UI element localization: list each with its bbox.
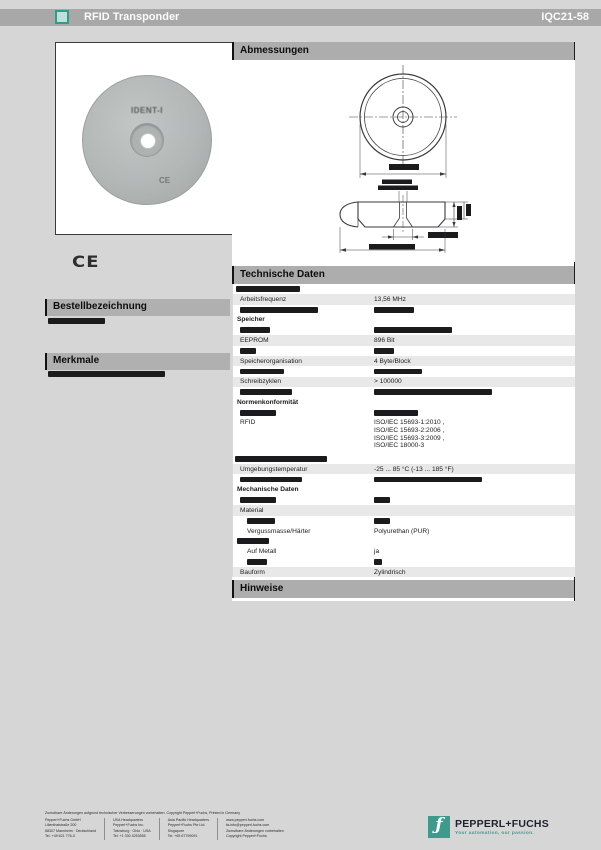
redaction-bar bbox=[247, 518, 275, 524]
tech-data-row bbox=[233, 335, 575, 345]
redaction-bar bbox=[240, 307, 318, 313]
dimension-drawing-svg bbox=[232, 60, 575, 262]
tech-data-row bbox=[233, 505, 575, 515]
disc-ce-text: CE bbox=[159, 176, 171, 185]
tech-value: 13,56 MHz bbox=[374, 295, 406, 303]
tech-label: Auf Metall bbox=[247, 548, 277, 556]
footer-contact-columns bbox=[45, 818, 417, 840]
tech-label: EEPROM bbox=[240, 337, 269, 345]
footer-note: Zumutbare Änderungen aufgrund technischer Verbesserungen vorbehalten. Copyright Pepperl+Fuchs, Printed in Germany bbox=[45, 811, 241, 815]
redaction-bar bbox=[247, 559, 267, 565]
brand-square-icon bbox=[55, 10, 69, 24]
tech-value: 4 Byte/Block bbox=[374, 357, 411, 365]
section-hinweise-label: Hinweise bbox=[240, 583, 284, 595]
redaction-bar bbox=[240, 389, 292, 395]
tech-redacted-row bbox=[233, 495, 575, 505]
tech-section-row bbox=[233, 315, 575, 325]
tech-value: ISO/IEC 15693-1:2010 , ISO/IEC 15693-2:2006 , ISO/IEC 15693-3:2009 , ISO/IEC 18000-3 bbox=[374, 419, 445, 450]
tech-redacted-row bbox=[233, 305, 575, 315]
redacted-order-code bbox=[48, 318, 105, 324]
product-code: IQC21-58 bbox=[541, 11, 589, 23]
manufacturer-logo bbox=[428, 815, 578, 841]
tech-redacted-row bbox=[233, 387, 575, 397]
tech-data-row bbox=[233, 547, 575, 557]
tech-data-row bbox=[233, 356, 575, 366]
tech-label: Speicherorganisation bbox=[240, 357, 302, 365]
tech-redacted-row bbox=[233, 325, 575, 335]
redaction-bar bbox=[240, 369, 284, 375]
page-title: RFID Transponder bbox=[84, 11, 180, 23]
technical-data-table bbox=[232, 284, 575, 577]
manufacturer-name: PEPPERL+FUCHS bbox=[455, 818, 549, 830]
redaction-bar bbox=[374, 327, 452, 333]
tech-redacted-row bbox=[233, 474, 575, 484]
tech-redacted-row bbox=[233, 366, 575, 376]
tech-data-row bbox=[233, 464, 575, 474]
redaction-bar bbox=[237, 538, 269, 544]
redaction-bar bbox=[240, 327, 270, 333]
redaction-bar bbox=[235, 456, 327, 462]
footer-column: USA Headquarters Pepperl+Fuchs Inc. Twinsburg · Ohio · USA Tel. +1 330 4253555 bbox=[113, 818, 160, 840]
tech-value: ja bbox=[374, 548, 380, 556]
section-merkmale-label: Merkmale bbox=[53, 355, 100, 366]
tech-redacted-row bbox=[233, 346, 575, 356]
tech-redacted-row bbox=[233, 454, 575, 464]
redaction-bar bbox=[374, 477, 482, 483]
footer-column: www.pepperl-fuchs.com fa-info@pepperl-fuchs.com Zumutbare Änderungen vorbehalten Copyright Pepperl+Fuchs bbox=[226, 818, 284, 839]
tech-value: Zylindrisch bbox=[374, 568, 406, 576]
redaction-bar bbox=[240, 348, 256, 354]
product-photo-panel bbox=[55, 42, 236, 235]
tech-section-label: Normenkonformität bbox=[237, 398, 299, 406]
main-column bbox=[232, 42, 575, 601]
redaction-bar bbox=[374, 348, 394, 354]
footer-column: Asia Pacific Headquarters Pepperl+Fuchs Pte Ltd. Singapore Tel. +65 67799091 bbox=[168, 818, 218, 840]
section-merkmale bbox=[45, 353, 230, 370]
tech-label: Umgebungstemperatur bbox=[240, 465, 308, 473]
redaction-bar bbox=[240, 497, 276, 503]
redaction-bar bbox=[374, 497, 390, 503]
section-bestellbezeichnung-label: Bestellbezeichnung bbox=[53, 301, 147, 312]
tech-label: Schreibzyklen bbox=[240, 378, 282, 386]
tech-data-row bbox=[233, 294, 575, 304]
tech-data-row bbox=[233, 418, 575, 454]
section-technische-daten-label: Technische Daten bbox=[240, 269, 325, 280]
tech-label: Arbeitsfrequenz bbox=[240, 295, 287, 303]
redacted-feature-line bbox=[48, 371, 165, 377]
redaction-bar bbox=[240, 410, 276, 416]
tech-data-row bbox=[233, 567, 575, 577]
redaction-bar bbox=[374, 518, 390, 524]
tech-section-label: Mechanische Daten bbox=[237, 486, 299, 494]
tech-redacted-row bbox=[233, 557, 575, 567]
redaction-bar bbox=[236, 286, 300, 292]
tech-section-row bbox=[233, 397, 575, 407]
section-abmessungen bbox=[232, 42, 574, 60]
section-abmessungen-label: Abmessungen bbox=[240, 45, 309, 56]
tech-label: Material bbox=[240, 506, 264, 514]
tech-value: Polyurethan (PUR) bbox=[374, 527, 430, 535]
redaction-bar bbox=[374, 369, 422, 375]
section-bestellbezeichnung bbox=[45, 299, 230, 316]
redaction-bar bbox=[374, 307, 414, 313]
tech-section-label: Speicher bbox=[237, 316, 265, 324]
transponder-disc-image bbox=[82, 75, 212, 205]
tech-label: Bauform bbox=[240, 568, 265, 576]
disc-hole bbox=[130, 123, 164, 157]
tech-redacted-row bbox=[233, 536, 575, 546]
tech-label: RFID bbox=[240, 419, 256, 427]
redaction-bar bbox=[374, 559, 382, 565]
manufacturer-logo-icon: ƒ bbox=[428, 816, 450, 838]
section-hinweise bbox=[232, 580, 574, 598]
page-header bbox=[0, 9, 601, 26]
ce-mark: CE bbox=[72, 252, 100, 271]
disc-brand-text: IDENT-I bbox=[131, 106, 163, 115]
tech-section-row bbox=[233, 485, 575, 495]
tech-data-row bbox=[233, 526, 575, 536]
tech-redacted-row bbox=[233, 284, 575, 294]
tech-value: 896 Bit bbox=[374, 337, 395, 345]
tech-value: > 100000 bbox=[374, 378, 402, 386]
tech-redacted-row bbox=[233, 516, 575, 526]
redaction-bar bbox=[240, 477, 302, 483]
dimension-drawing bbox=[232, 60, 575, 262]
section-technische-daten bbox=[232, 266, 574, 284]
footer-column: Pepperl+Fuchs GmbH Lilienthalstraße 200 68307 Mannheim · Deutschland Tel. +49 621 776-0 bbox=[45, 818, 105, 840]
tech-redacted-row bbox=[233, 408, 575, 418]
redaction-bar bbox=[374, 389, 492, 395]
manufacturer-tagline: Your automation, our passion. bbox=[455, 831, 535, 836]
tech-data-row bbox=[233, 377, 575, 387]
tech-label: Vergussmasse/Härter bbox=[247, 527, 311, 535]
tech-value: -25 ... 85 °C (-13 ... 185 °F) bbox=[374, 465, 454, 473]
redaction-bar bbox=[374, 410, 418, 416]
